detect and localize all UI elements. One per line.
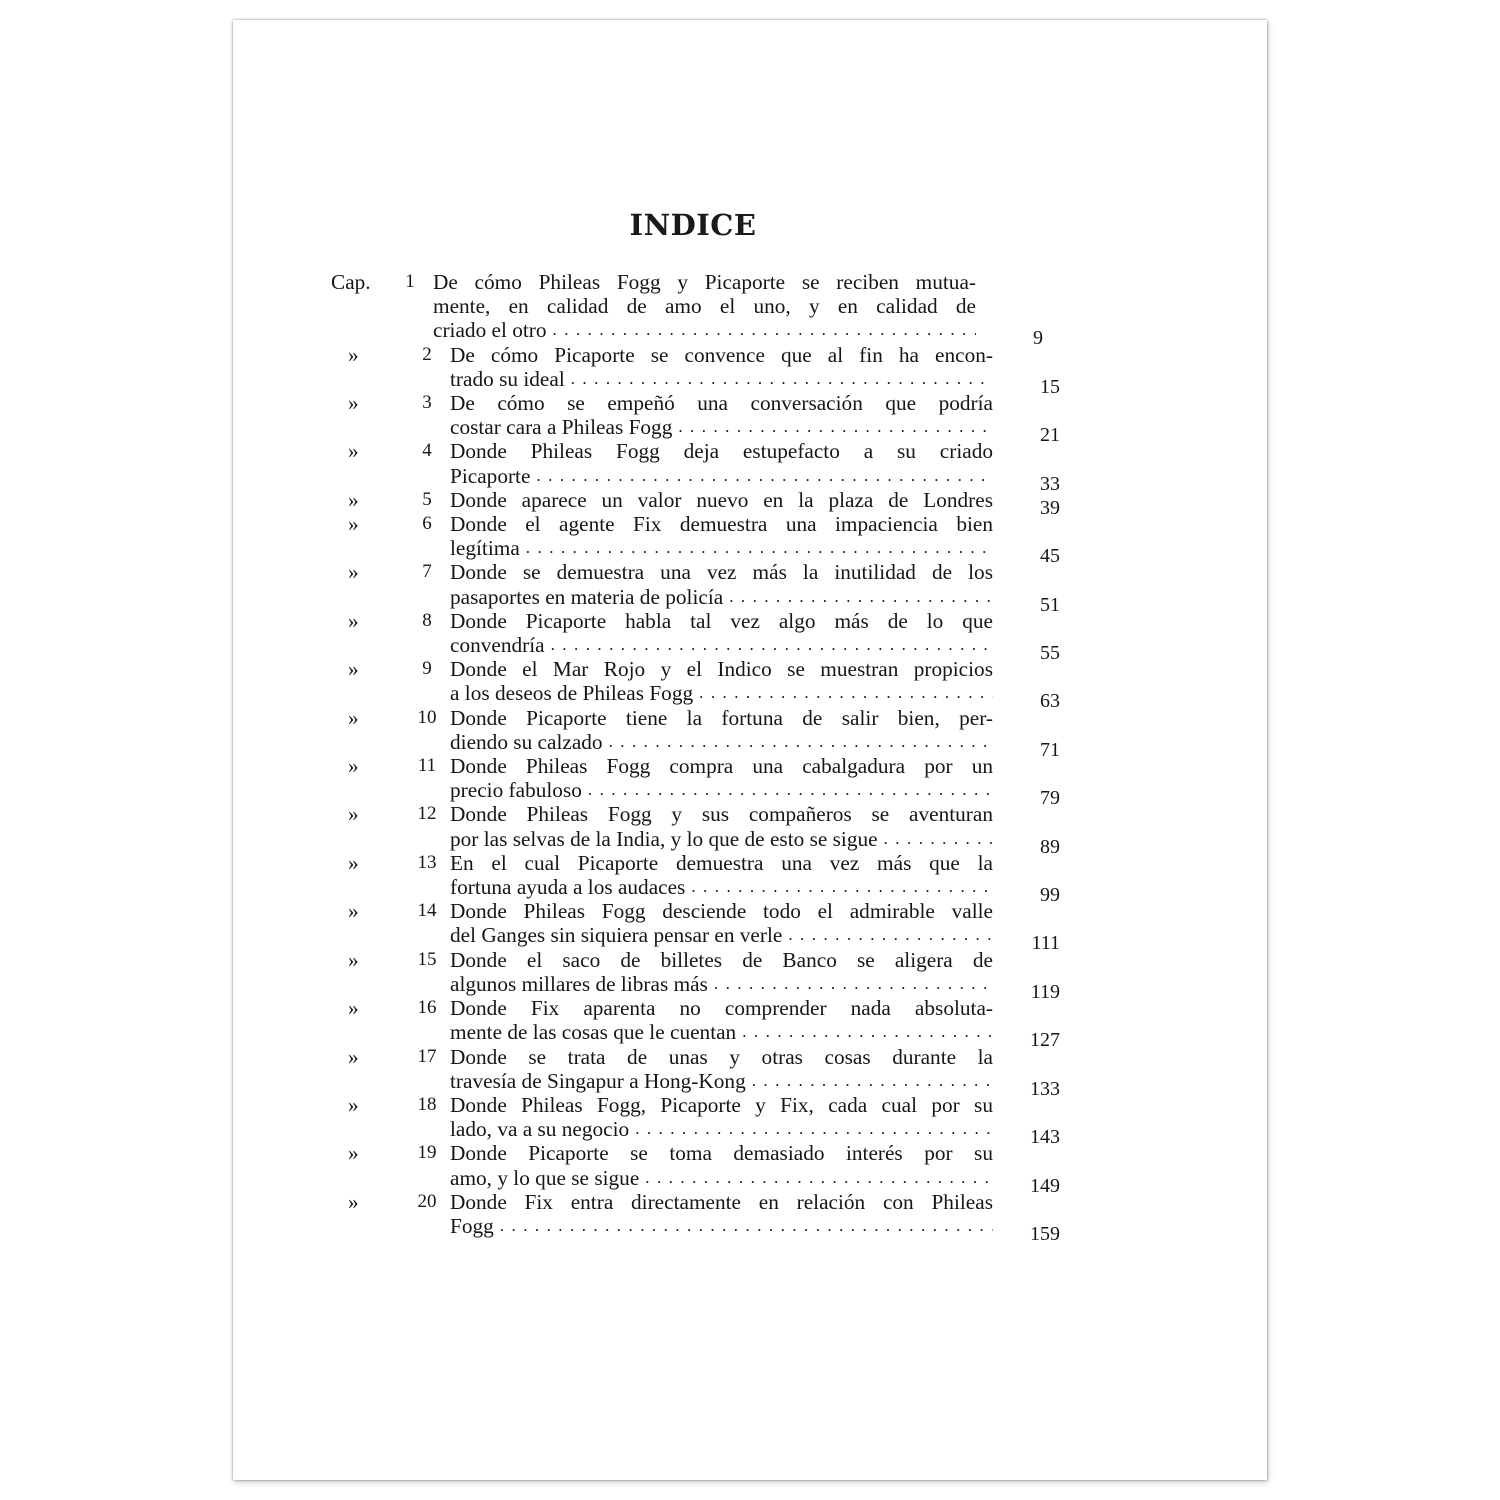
dot-leader [500, 1214, 993, 1238]
chapter-title-line: Donde Phileas Fogg deja estupefacto a su criado [450, 439, 993, 464]
chapter-title-line: Donde se trata de unas y otras cosas durante la [450, 1044, 993, 1069]
dot-leader [536, 464, 993, 488]
page-number: 51 [1040, 593, 1060, 616]
ditto-mark: » [348, 1044, 359, 1069]
chapter-title-line: Picaporte [450, 463, 531, 488]
toc-entry [331, 512, 1060, 568]
ditto-mark: » [348, 996, 359, 1021]
chapter-number: 9 [422, 658, 432, 680]
chapter-title [450, 899, 993, 947]
page-number: 9 [1033, 327, 1043, 350]
chapter-title-line: Donde Fix aparenta no comprender nada absoluta- [450, 996, 993, 1021]
page-number: 79 [1040, 787, 1060, 810]
chapter-title-line: Donde el agente Fix demuestra una impaciencia bien [450, 512, 993, 537]
chapter-number: 14 [417, 900, 437, 922]
chapter-title-line: De cómo se empeñó una conversación que podría [450, 391, 993, 416]
ditto-mark: » [348, 705, 359, 730]
ditto-mark: » [348, 439, 359, 464]
page-number: 99 [1040, 884, 1060, 907]
chapter-title-line: amo, y lo que se sigue [450, 1165, 640, 1190]
page-number: 159 [1030, 1222, 1060, 1245]
page-number: 15 [1040, 375, 1060, 398]
toc-entry [331, 754, 1060, 810]
chapter-title [450, 754, 993, 802]
chapter-title-line: diendo su calzado [450, 729, 603, 754]
chapter-number: 16 [417, 997, 437, 1019]
toc-entry [331, 1141, 1060, 1197]
ditto-mark: » [348, 657, 359, 682]
chapter-title-line: Donde Phileas Fogg, Picaporte y Fix, cada cual por su [450, 1092, 993, 1117]
page-number: 63 [1040, 690, 1060, 713]
chapter-title-line: De cómo Picaporte se convence que al fin ha encon- [450, 342, 993, 367]
table-of-contents [331, 270, 1060, 1245]
chapter-title [450, 488, 993, 512]
toc-entry [331, 1189, 1060, 1245]
chapter-title-line: Donde Phileas Fogg y sus compañeros se aventuran [450, 802, 993, 827]
chapter-title [450, 706, 993, 754]
chapter-title-line: a los deseos de Phileas Fogg [450, 681, 694, 706]
dot-leader [571, 367, 993, 391]
chapter-title [450, 1093, 993, 1141]
chapter-title-line: Fogg [450, 1213, 494, 1238]
chapter-title-line: costar cara a Phileas Fogg [450, 415, 673, 440]
chapter-number: 10 [417, 706, 437, 728]
chapter-label: Cap. [331, 270, 371, 294]
chapter-number: 4 [422, 440, 432, 462]
chapter-title [450, 851, 993, 899]
page-number: 55 [1040, 642, 1060, 665]
chapter-title-line: pasaportes en materia de policía [450, 584, 724, 609]
chapter-title [450, 1141, 993, 1189]
chapter-title-line: mente de las cosas que le cuentan [450, 1020, 737, 1045]
chapter-number: 17 [417, 1045, 437, 1067]
chapter-title [450, 996, 993, 1044]
toc-entry [331, 1044, 1060, 1100]
chapter-title-line: precio fabuloso [450, 778, 582, 803]
chapter-title [450, 609, 993, 657]
chapter-title-line: Donde el Mar Rojo y el Indico se muestran propicios [450, 657, 993, 682]
chapter-title [450, 1190, 993, 1238]
chapter-title-line: criado el otro [433, 318, 547, 343]
toc-entry [331, 996, 1060, 1052]
chapter-title [450, 1045, 993, 1093]
page-number: 111 [1031, 932, 1060, 955]
chapter-title-line: Donde aparece un valor nuevo en la plaza de Londres [450, 487, 993, 512]
dot-leader [729, 585, 993, 609]
page-number: 39 [1040, 496, 1060, 519]
toc-entry [331, 391, 1060, 447]
dot-leader [635, 1117, 993, 1141]
chapter-number: 7 [422, 561, 432, 583]
ditto-mark: » [348, 1189, 359, 1214]
chapter-title-line: algunos millares de libras más [450, 971, 708, 996]
page-number: 119 [1030, 980, 1060, 1003]
ditto-mark: » [348, 1141, 359, 1166]
page-number: 45 [1040, 545, 1060, 568]
ditto-mark: » [348, 487, 359, 512]
chapter-title [450, 657, 993, 705]
ditto-mark: » [348, 754, 359, 779]
chapter-title-line: fortuna ayuda a los audaces [450, 875, 686, 900]
chapter-title-line: Donde Picaporte habla tal vez algo más de lo que [450, 608, 993, 633]
toc-entry [331, 342, 1060, 398]
toc-entry [331, 560, 1060, 616]
dot-leader [588, 778, 993, 802]
toc-entry [331, 487, 1060, 519]
chapter-title-line: trado su ideal [450, 366, 565, 391]
chapter-title [450, 391, 993, 439]
toc-entry [331, 899, 1060, 955]
page-number: 21 [1040, 424, 1060, 447]
chapter-number: 11 [417, 755, 437, 777]
chapter-title [450, 343, 993, 391]
chapter-title-line: del Ganges sin siquiera pensar en verle [450, 923, 783, 948]
chapter-number: 3 [422, 392, 432, 414]
dot-leader [884, 827, 993, 851]
chapter-title-line: Donde Picaporte se toma demasiado interés por su [450, 1141, 993, 1166]
dot-leader [699, 681, 993, 705]
book-page [233, 20, 1267, 1480]
chapter-title-line: Donde Phileas Fogg compra una cabalgadura por un [450, 754, 993, 779]
ditto-mark: » [348, 342, 359, 367]
toc-entry [331, 1092, 1060, 1149]
ditto-mark: » [348, 512, 359, 537]
chapter-title [450, 948, 993, 996]
page-number: 89 [1040, 835, 1060, 858]
ditto-mark: » [348, 1092, 359, 1117]
toc-entry [331, 657, 1060, 713]
toc-entry [331, 439, 1060, 495]
toc-entry [331, 608, 1060, 665]
page-number: 133 [1030, 1077, 1060, 1100]
ditto-mark: » [348, 560, 359, 585]
dot-leader [742, 1020, 993, 1044]
chapter-title-line: Donde se demuestra una vez más la inutilidad de los [450, 560, 993, 585]
page-number: 143 [1030, 1126, 1060, 1149]
chapter-title-line: En el cual Picaporte demuestra una vez más que la [450, 850, 993, 875]
page-number: 33 [1040, 472, 1060, 495]
ditto-mark: » [348, 608, 359, 633]
chapter-title-line: Donde Phileas Fogg desciende todo el admirable valle [450, 899, 993, 924]
page-title: INDICE [629, 208, 757, 242]
chapter-title-line: Donde el saco de billetes de Banco se aligera de [450, 947, 993, 972]
dot-leader [526, 536, 993, 560]
chapter-title-line: legítima [450, 536, 520, 561]
toc-entry [331, 947, 1060, 1003]
chapter-title-line: mente, en calidad de amo el uno, y en calidad de [433, 294, 976, 319]
chapter-title-line: Donde Picaporte tiene la fortuna de salir bien, per- [450, 705, 993, 730]
chapter-title [433, 270, 976, 343]
chapter-number: 20 [417, 1190, 437, 1212]
chapter-title [450, 560, 993, 608]
chapter-number: 12 [417, 803, 437, 825]
dot-leader [551, 633, 993, 657]
chapter-number: 1 [405, 271, 415, 292]
dot-leader [752, 1069, 993, 1093]
dot-leader [714, 972, 993, 996]
dot-leader [691, 875, 993, 899]
chapter-title [450, 512, 993, 560]
toc-entry [331, 802, 1060, 858]
toc-entry [331, 850, 1060, 907]
ditto-mark: » [348, 850, 359, 875]
chapter-number: 2 [422, 343, 432, 365]
chapter-title-line: lado, va a su negocio [450, 1117, 630, 1142]
ditto-mark: » [348, 899, 359, 924]
toc-entry [331, 705, 1060, 761]
dot-leader [609, 730, 993, 754]
chapter-number: 18 [417, 1093, 437, 1115]
chapter-title-line: convendría [450, 633, 545, 658]
page-number: 127 [1030, 1029, 1060, 1052]
chapter-number: 5 [422, 488, 432, 510]
dot-leader [645, 1166, 993, 1190]
ditto-mark: » [348, 802, 359, 827]
ditto-mark: » [348, 391, 359, 416]
dot-leader [678, 415, 993, 439]
chapter-title-line: por las selvas de la India, y lo que de esto se sigue [450, 826, 878, 851]
chapter-number: 6 [422, 513, 432, 535]
chapter-number: 13 [417, 851, 437, 873]
chapter-number: 8 [422, 609, 432, 631]
ditto-mark: » [348, 947, 359, 972]
chapter-title [450, 439, 993, 487]
chapter-number: 19 [417, 1142, 437, 1164]
chapter-title-line: De cómo Phileas Fogg y Picaporte se reciben mutua- [433, 270, 976, 294]
page-number: 149 [1030, 1174, 1060, 1197]
toc-entry [331, 270, 1043, 350]
dot-leader [788, 923, 993, 947]
page-number: 71 [1040, 738, 1060, 761]
chapter-title-line: Donde Fix entra directamente en relación con Phileas [450, 1189, 993, 1214]
chapter-number: 15 [417, 948, 437, 970]
dot-leader [553, 318, 976, 342]
chapter-title [450, 802, 993, 850]
chapter-title-line: travesía de Singapur a Hong-Kong [450, 1068, 746, 1093]
